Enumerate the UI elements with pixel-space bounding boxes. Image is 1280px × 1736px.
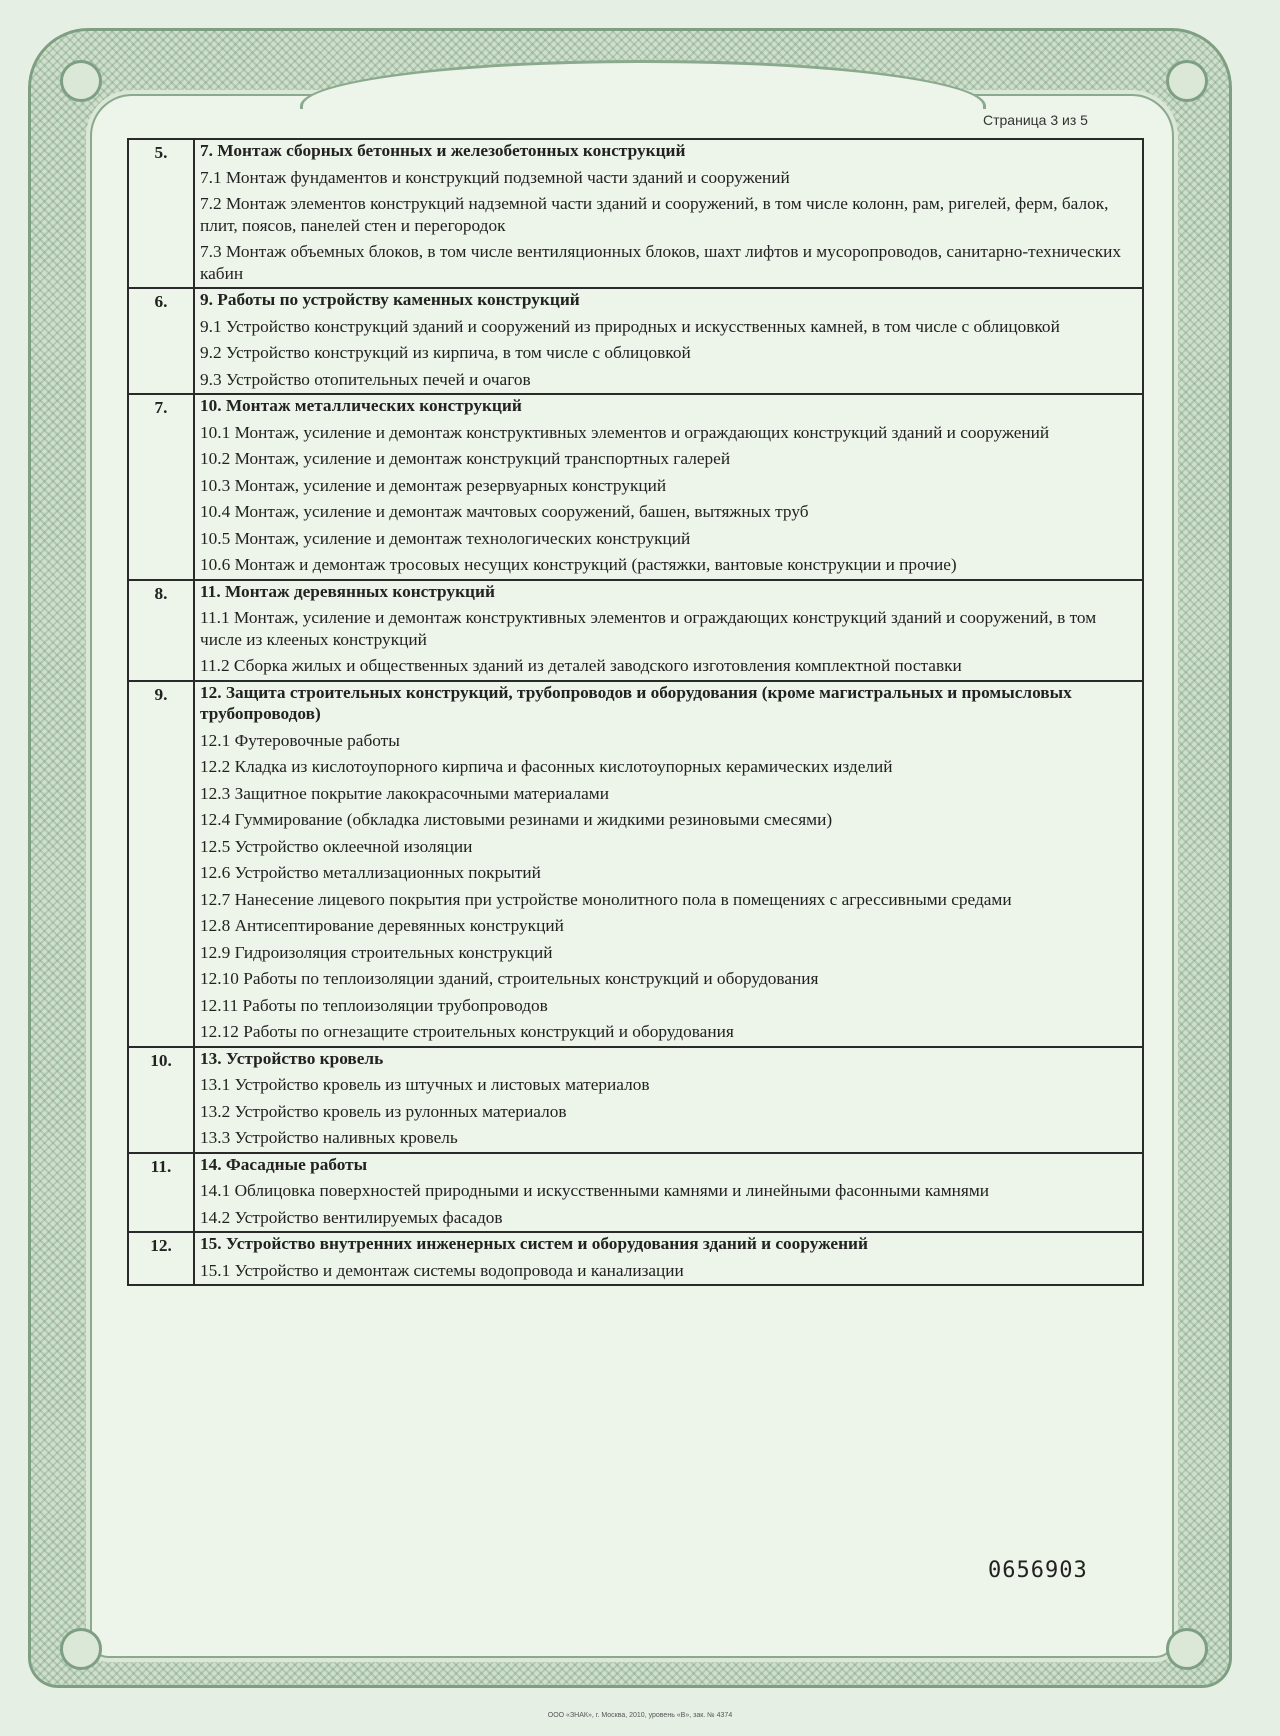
page-number: Страница 3 из 5 [983, 112, 1088, 128]
row-number: 7. [128, 394, 194, 580]
work-item: 13.2 Устройство кровель из рулонных материалов [200, 1101, 567, 1121]
work-item: 12.3 Защитное покрытие лакокрасочными материалами [200, 783, 609, 803]
work-item: 10.2 Монтаж, усиление и демонтаж конструкций транспортных галерей [200, 449, 731, 468]
section-title: 11. Монтаж деревянных конструкций [200, 581, 495, 601]
section-title: 7. Монтаж сборных бетонных и железобетонных конструкций [200, 141, 686, 160]
table-row [128, 139, 1143, 288]
row-number: 9. [128, 681, 194, 1047]
section-title: 14. Фасадные работы [200, 1154, 368, 1174]
table-row [128, 1153, 1143, 1233]
works-table-body [128, 139, 1143, 1285]
work-item: 11.2 Сборка жилых и общественных зданий из деталей заводского изготовления комплектной поставки [200, 656, 962, 675]
printer-imprint: ООО «ЗНАК», г. Москва, 2010, уровень «В», зак. № 4374 [547, 1712, 733, 1719]
row-content [194, 1232, 1143, 1285]
work-item: 12.7 Нанесение лицевого покрытия при устройстве монолитного пола в помещениях с агрессивными средами [200, 889, 1012, 909]
work-item: 11.1 Монтаж, усиление и демонтаж конструктивных элементов и ограждающих конструкций зданий и сооружений, в том числе из клееных конструкций [200, 608, 1097, 649]
row-number: 11. [128, 1153, 194, 1233]
work-item: 7.3 Монтаж объемных блоков, в том числе вентиляционных блоков, шахт лифтов и мусоропроводов, санитарно-технических кабин [200, 242, 1122, 283]
work-item: 10.1 Монтаж, усиление и демонтаж конструктивных элементов и ограждающих конструкций зданий и сооружений [200, 422, 1050, 442]
work-item: 14.1 Облицовка поверхностей природными и искусственными камнями и линейными фасонными камнями [200, 1181, 990, 1200]
work-item: 15.1 Устройство и демонтаж системы водопровода и канализации [200, 1260, 684, 1280]
work-item: 12.2 Кладка из кислотоупорного кирпича и фасонных кислотоупорных керамических изделий [200, 757, 893, 776]
row-content [194, 580, 1143, 681]
table-row [128, 1232, 1143, 1285]
row-number: 6. [128, 288, 194, 394]
work-item: 13.1 Устройство кровель из штучных и листовых материалов [200, 1075, 650, 1094]
corner-rosette [60, 1628, 102, 1670]
row-number: 10. [128, 1047, 194, 1153]
section-title: 10. Монтаж металлических конструкций [200, 396, 522, 415]
work-item: 7.2 Монтаж элементов конструкций надземной части зданий и сооружений, в том числе колонн, рам, ригелей, ферм, балок, плит, поясов, панелей стен и перегородок [200, 194, 1109, 235]
work-item: 9.3 Устройство отопительных печей и очагов [200, 369, 531, 389]
work-item: 10.6 Монтаж и демонтаж тросовых несущих конструкций (растяжки, вантовые конструкции и прочие) [200, 555, 957, 574]
corner-rosette [1166, 1628, 1208, 1670]
row-content [194, 288, 1143, 394]
work-item: 13.3 Устройство наливных кровель [200, 1128, 458, 1147]
row-content [194, 1153, 1143, 1233]
row-content [194, 681, 1143, 1047]
work-item: 14.2 Устройство вентилируемых фасадов [200, 1207, 503, 1227]
corner-rosette [1166, 60, 1208, 102]
work-item: 9.1 Устройство конструкций зданий и сооружений из природных и искусственных камней, в том числе с облицовкой [200, 316, 1060, 336]
row-content [194, 139, 1143, 288]
row-number: 8. [128, 580, 194, 681]
work-item: 10.4 Монтаж, усиление и демонтаж мачтовых сооружений, башен, вытяжных труб [200, 502, 809, 521]
row-content [194, 1047, 1143, 1153]
serial-number: 0656903 [988, 1558, 1088, 1583]
section-title: 15. Устройство внутренних инженерных систем и оборудования зданий и сооружений [200, 1234, 868, 1253]
table-row [128, 1047, 1143, 1153]
section-title: 13. Устройство кровель [200, 1048, 384, 1068]
work-item: 9.2 Устройство конструкций из кирпича, в том числе с облицовкой [200, 343, 691, 362]
work-item: 12.9 Гидроизоляция строительных конструкций [200, 942, 553, 962]
row-content [194, 394, 1143, 580]
work-item: 12.8 Антисептирование деревянных конструкций [200, 916, 564, 935]
work-item: 10.3 Монтаж, усиление и демонтаж резервуарных конструкций [200, 475, 667, 495]
section-title: 9. Работы по устройству каменных конструкций [200, 290, 580, 309]
work-item: 12.12 Работы по огнезащите строительных конструкций и оборудования [200, 1022, 734, 1041]
table-row [128, 288, 1143, 394]
row-number: 5. [128, 139, 194, 288]
work-item: 7.1 Монтаж фундаментов и конструкций подземной части зданий и сооружений [200, 167, 790, 187]
work-item: 12.11 Работы по теплоизоляции трубопроводов [200, 995, 548, 1015]
work-item: 12.1 Футеровочные работы [200, 730, 400, 750]
table-row [128, 681, 1143, 1047]
works-table [127, 138, 1144, 1286]
corner-rosette [60, 60, 102, 102]
work-item: 12.4 Гуммирование (обкладка листовыми резинами и жидкими резиновыми смесями) [200, 810, 833, 829]
row-number: 12. [128, 1232, 194, 1285]
work-item: 10.5 Монтаж, усиление и демонтаж технологических конструкций [200, 528, 691, 548]
section-title: 12. Защита строительных конструкций, трубопроводов и оборудования (кроме магистральных и промысловых трубопроводов) [200, 682, 1072, 723]
work-item: 12.6 Устройство металлизационных покрытий [200, 863, 541, 882]
table-row [128, 394, 1143, 580]
work-item: 12.10 Работы по теплоизоляции зданий, строительных конструкций и оборудования [200, 969, 819, 988]
work-item: 12.5 Устройство оклеечной изоляции [200, 836, 473, 856]
table-row [128, 580, 1143, 681]
